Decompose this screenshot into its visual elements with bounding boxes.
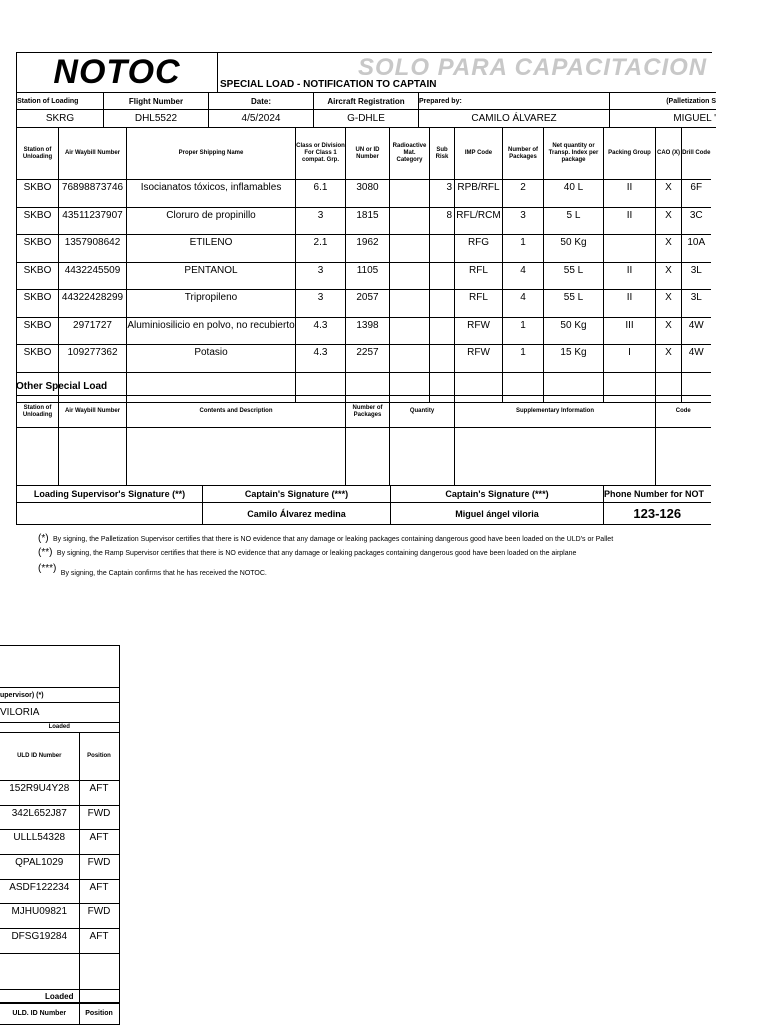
- dg-header-cell: Station of Unloading: [17, 128, 59, 180]
- other-special-load-table: [16, 395, 711, 486]
- dg-cell: 40 L: [544, 180, 604, 208]
- dg-cell: 4.3: [296, 317, 346, 345]
- dg-cell: 1105: [346, 262, 390, 290]
- notoc-title: NOTOC: [53, 53, 181, 92]
- phone-number-value: 123-126: [604, 503, 711, 525]
- note-text: By signing, the Captain confirms that he has received the NOTOC.: [60, 570, 267, 577]
- osl-empty-row: [17, 428, 711, 486]
- dg-cell: II: [604, 262, 656, 290]
- dg-cell: 55 L: [544, 262, 604, 290]
- station-loading-label: Station of Loading: [17, 93, 104, 110]
- dg-cell: 2971727: [59, 317, 127, 345]
- dg-cell: 10A: [682, 235, 711, 263]
- dg-cell: 1: [503, 235, 544, 263]
- note-text: By signing, the Ramp Supervisor certifies that there is NO evidence that any damage or leaking packages containing dangerous good have been loaded on the airplane: [56, 550, 577, 557]
- uld-id-header-2: ULD. ID Number: [0, 1003, 79, 1025]
- supervisor-name: VILORIA: [0, 703, 119, 723]
- dg-header-row: [17, 128, 711, 180]
- dg-row: [17, 290, 711, 318]
- notoc-subtitle: SPECIAL LOAD - NOTIFICATION TO CAPTAIN: [220, 79, 437, 90]
- uld-position-cell: FWD: [79, 904, 119, 929]
- uld-row: [0, 904, 119, 929]
- dg-cell: 1: [503, 345, 544, 373]
- dg-cell: 50 Kg: [544, 317, 604, 345]
- dg-cell: SKBO: [17, 262, 59, 290]
- dg-cell: [390, 235, 430, 263]
- dg-cell: 1357908642: [59, 235, 127, 263]
- dg-cell: X: [656, 317, 682, 345]
- dg-cell: 50 Kg: [544, 235, 604, 263]
- uld-id-header: ULD ID Number: [0, 733, 79, 781]
- uld-position-cell: AFT: [79, 879, 119, 904]
- uld-id-cell: 342L652J87: [0, 805, 79, 830]
- dg-cell: RFW: [455, 317, 503, 345]
- title-table: [16, 52, 712, 93]
- dg-header-cell: Class or Division For Class 1 compat. Grp.: [296, 128, 346, 180]
- dg-row: [17, 262, 711, 290]
- date-value: 4/5/2024: [209, 110, 314, 128]
- dg-cell: SKBO: [17, 207, 59, 235]
- loaded-label: Loaded: [0, 723, 119, 733]
- other-special-load-title: Other Special Load: [16, 381, 108, 392]
- dg-cell: 2257: [346, 345, 390, 373]
- prepared-by-label: Prepared by:: [419, 93, 610, 110]
- dg-cell: X: [656, 345, 682, 373]
- captain-signature-name: Miguel ángel viloria: [391, 503, 604, 525]
- dg-row: [17, 345, 711, 373]
- aircraft-registration-label: Aircraft Registration: [314, 93, 419, 110]
- dg-cell: 109277362: [59, 345, 127, 373]
- dg-header-cell: Net quantity or Transp. Index per package: [544, 128, 604, 180]
- dg-cell: Cloruro de propinillo: [127, 207, 296, 235]
- dg-header-cell: Sub Risk: [430, 128, 455, 180]
- dg-cell: 4: [503, 262, 544, 290]
- dg-cell: II: [604, 180, 656, 208]
- dg-row: [17, 317, 711, 345]
- station-loading-value: SKRG: [17, 110, 104, 128]
- dg-cell: Tripropileno: [127, 290, 296, 318]
- dg-cell: 3: [503, 207, 544, 235]
- osl-header-cell: Supplementary Information: [455, 396, 656, 428]
- dg-cell: SKBO: [17, 317, 59, 345]
- dg-cell: ETILENO: [127, 235, 296, 263]
- uld-position-cell: AFT: [79, 781, 119, 806]
- dg-cell: X: [656, 235, 682, 263]
- dg-header-cell: Drill Code: [682, 128, 711, 180]
- loaded-label-2: Loaded: [0, 990, 119, 1003]
- dg-cell: II: [604, 207, 656, 235]
- signature-table: [16, 485, 711, 525]
- dg-cell: RFL/RCM: [455, 207, 503, 235]
- dg-header-cell: IMP Code: [455, 128, 503, 180]
- page2-fragment: [0, 645, 120, 1024]
- palletization-value: MIGUEL ': [610, 110, 717, 128]
- note-text: By signing, the Palletization Supervisor certifies that there is NO evidence that any damage or leaking packages containing dangerous good have been loaded on the ULD's or Pallet: [53, 536, 614, 543]
- notes: [38, 528, 710, 578]
- training-watermark: SOLO PARA CAPACITACION: [358, 54, 708, 81]
- dg-cell: III: [604, 317, 656, 345]
- osl-header-cell: Contents and Description: [127, 396, 346, 428]
- dg-cell: 4.3: [296, 345, 346, 373]
- uld-id-cell: 152R9U4Y28: [0, 781, 79, 806]
- flight-info-table: [16, 92, 716, 128]
- dg-header-cell: CAO (X): [656, 128, 682, 180]
- note-mark: (*): [38, 533, 49, 544]
- dg-cell: [390, 345, 430, 373]
- dg-row: [17, 180, 711, 208]
- dg-cell: 76898873746: [59, 180, 127, 208]
- dg-table: [16, 127, 711, 403]
- dg-cell: 3: [296, 290, 346, 318]
- dg-cell: 5 L: [544, 207, 604, 235]
- flight-number-value: DHL5522: [104, 110, 209, 128]
- position-header: Position: [79, 733, 119, 781]
- dg-cell: [430, 317, 455, 345]
- uld-row: [0, 929, 119, 954]
- dg-cell: X: [656, 290, 682, 318]
- title-right-cell: [218, 53, 713, 93]
- dg-cell: Potasio: [127, 345, 296, 373]
- dg-cell: RFW: [455, 345, 503, 373]
- date-label: Date:: [209, 93, 314, 110]
- uld-row: [0, 805, 119, 830]
- uld-id-cell: MJHU09821: [0, 904, 79, 929]
- dg-cell: Isocianatos tóxicos, inflamables: [127, 180, 296, 208]
- dg-cell: [390, 180, 430, 208]
- phone-number-label: Phone Number for NOT: [604, 486, 711, 503]
- dg-cell: 1: [503, 317, 544, 345]
- dg-cell: 4W: [682, 317, 711, 345]
- captain-signature-label: Captain's Signature (***): [203, 486, 391, 503]
- dg-header-cell: Air Waybill Number: [59, 128, 127, 180]
- dg-header-cell: Number of Packages: [503, 128, 544, 180]
- palletization-label: (Palletization S: [610, 93, 717, 110]
- dg-cell: RFL: [455, 262, 503, 290]
- uld-id-cell: ASDF122234: [0, 879, 79, 904]
- note-line: [38, 542, 710, 562]
- uld-id-cell: QPAL1029: [0, 855, 79, 880]
- dg-cell: 3L: [682, 262, 711, 290]
- note-line: [38, 562, 710, 578]
- dg-cell: [390, 207, 430, 235]
- uld-row: [0, 879, 119, 904]
- dg-cell: 1398: [346, 317, 390, 345]
- dg-cell: 3: [296, 207, 346, 235]
- loading-supervisor-signature-label: Loading Supervisor's Signature (**): [17, 486, 203, 503]
- dg-cell: 3L: [682, 290, 711, 318]
- dg-cell: 6F: [682, 180, 711, 208]
- dg-cell: SKBO: [17, 235, 59, 263]
- osl-header-cell: Quantity: [390, 396, 455, 428]
- prepared-by-value: CAMILO ÁLVAREZ: [419, 110, 610, 128]
- dg-row: [17, 207, 711, 235]
- dg-header-cell: UN or ID Number: [346, 128, 390, 180]
- dg-cell: 3: [430, 180, 455, 208]
- supervisor-label: upervisor) (*): [0, 688, 119, 703]
- uld-position-cell: AFT: [79, 929, 119, 954]
- dg-cell: [604, 235, 656, 263]
- uld-position-cell: FWD: [79, 805, 119, 830]
- dg-cell: 44322428299: [59, 290, 127, 318]
- dg-cell: 4: [503, 290, 544, 318]
- uld-row: [0, 830, 119, 855]
- dg-header-cell: Proper Shipping Name: [127, 128, 296, 180]
- uld-id-cell: ULLL54328: [0, 830, 79, 855]
- dg-cell: SKBO: [17, 290, 59, 318]
- dg-header-cell: Packing Group: [604, 128, 656, 180]
- dg-cell: RFG: [455, 235, 503, 263]
- dg-cell: 55 L: [544, 290, 604, 318]
- osl-header-cell: Station of Unloading: [17, 396, 59, 428]
- osl-header-cell: Code: [656, 396, 711, 428]
- note-line: [38, 528, 710, 542]
- dg-row: [17, 235, 711, 263]
- dg-header-cell: Radioactive Mat. Category: [390, 128, 430, 180]
- dg-cell: 4432245509: [59, 262, 127, 290]
- dg-cell: 2057: [346, 290, 390, 318]
- dg-cell: 3C: [682, 207, 711, 235]
- dg-cell: 43511237907: [59, 207, 127, 235]
- title-cell: [17, 53, 218, 93]
- note-mark: (**): [38, 547, 53, 558]
- dg-cell: [390, 290, 430, 318]
- captain-signature-label: Captain's Signature (***): [391, 486, 604, 503]
- uld-body: [0, 781, 119, 954]
- dg-cell: [390, 317, 430, 345]
- dg-cell: PENTANOL: [127, 262, 296, 290]
- dg-cell: X: [656, 262, 682, 290]
- dg-cell: [430, 345, 455, 373]
- captain-signature-name: Camilo Álvarez medina: [203, 503, 391, 525]
- page2-table-2: [0, 989, 120, 1025]
- dg-cell: 4W: [682, 345, 711, 373]
- osl-header-cell: Number of Packages: [346, 396, 390, 428]
- dg-cell: [430, 290, 455, 318]
- dg-cell: 1962: [346, 235, 390, 263]
- dg-cell: 6.1: [296, 180, 346, 208]
- note-mark: (***): [38, 563, 57, 574]
- uld-row: [0, 781, 119, 806]
- dg-cell: [430, 262, 455, 290]
- dg-cell: 3: [296, 262, 346, 290]
- aircraft-registration-value: G-DHLE: [314, 110, 419, 128]
- dg-cell: [430, 235, 455, 263]
- uld-id-cell: DFSG19284: [0, 929, 79, 954]
- position-header-2: Position: [79, 1003, 119, 1025]
- uld-position-cell: FWD: [79, 855, 119, 880]
- dg-cell: SKBO: [17, 345, 59, 373]
- osl-header-cell: Air Waybill Number: [59, 396, 127, 428]
- dg-cell: [390, 262, 430, 290]
- dg-cell: 1815: [346, 207, 390, 235]
- uld-row: [0, 855, 119, 880]
- dg-cell: 3080: [346, 180, 390, 208]
- dg-cell: 2: [503, 180, 544, 208]
- dg-cell: RPB/RFL: [455, 180, 503, 208]
- dg-cell: X: [656, 180, 682, 208]
- dg-cell: Aluminiosilicio en polvo, no recubierto: [127, 317, 296, 345]
- dg-cell: X: [656, 207, 682, 235]
- notoc-sheet: [16, 52, 716, 584]
- dg-cell: 2.1: [296, 235, 346, 263]
- dg-cell: RFL: [455, 290, 503, 318]
- dg-cell: I: [604, 345, 656, 373]
- dg-cell: II: [604, 290, 656, 318]
- dg-cell: 15 Kg: [544, 345, 604, 373]
- uld-position-cell: AFT: [79, 830, 119, 855]
- page2-table: [0, 645, 120, 1004]
- flight-number-label: Flight Number: [104, 93, 209, 110]
- dg-cell: SKBO: [17, 180, 59, 208]
- dg-cell: 8: [430, 207, 455, 235]
- dg-body: [17, 180, 711, 403]
